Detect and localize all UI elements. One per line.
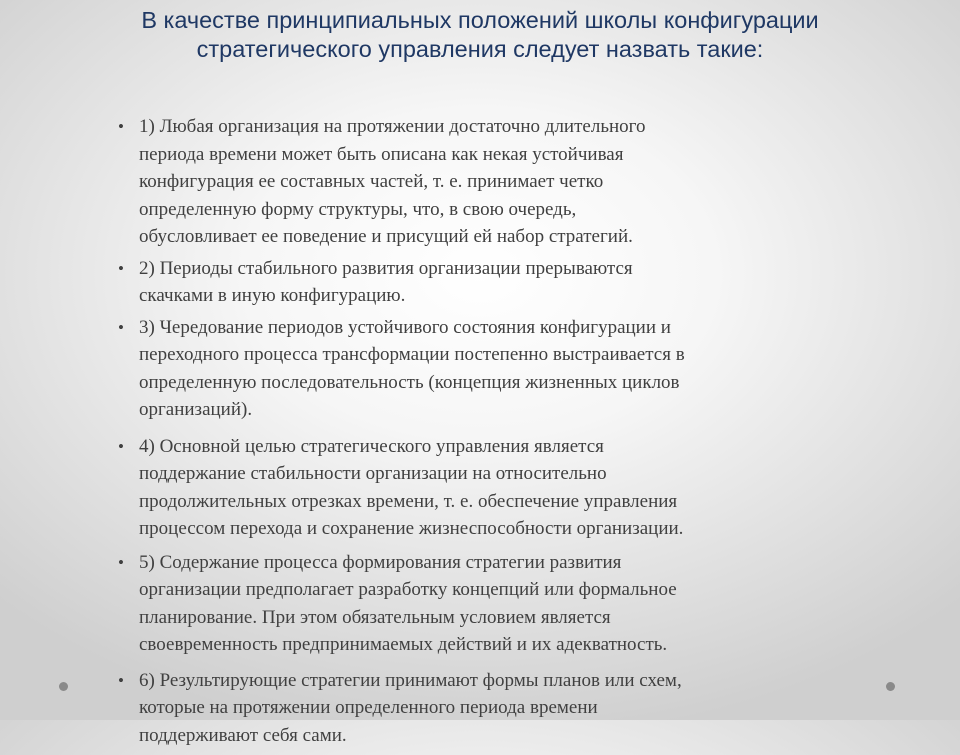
list-item-line: конфигурация ее составных частей, т. е. принимает четко (139, 171, 604, 192)
list-item (118, 113, 818, 251)
list-item-line: определенную последовательность (концепция жизненных циклов (139, 371, 680, 393)
list-item-line: 6) Результирующие стратегии принимают формы планов или схем, (139, 669, 682, 691)
list-item-line: 2) Периоды стабильного развития организации прерываются (139, 257, 633, 279)
next-slide-dot-icon[interactable] (886, 682, 895, 691)
list-item-line: планирование. При этом обязательным условием является (139, 606, 611, 628)
list-item-line: периода времени может быть описана как некая устойчивая (139, 143, 624, 165)
list-item-line: процессом перехода и сохранение жизнеспособности организации. (139, 518, 684, 539)
list-item-line: которые на протяжении определенного периода времени (139, 697, 598, 718)
slide-title-line: стратегического управления следует назвать такие: (196, 36, 764, 62)
principles-list (118, 113, 818, 755)
list-item-line: определенную форму структуры, что, в свою очередь, (139, 198, 577, 220)
list-item (118, 255, 818, 310)
slide-title (40, 6, 920, 64)
list-item (118, 667, 818, 750)
slide-title-line: В качестве принципиальных положений школы конфигурации (141, 7, 819, 33)
list-item-line: продолжительных отрезках времени, т. е. обеспечение управления (139, 490, 678, 512)
previous-slide-dot-icon[interactable] (59, 682, 68, 691)
list-item-line: организации предполагает разработку концепций или формальное (139, 579, 677, 600)
list-item-line: 3) Чередование периодов устойчивого состояния конфигурации и (139, 316, 671, 338)
list-item-line: обусловливает ее поведение и присущий ей набор стратегий. (139, 226, 633, 247)
list-item (118, 314, 818, 424)
bullet-icon: • (118, 670, 124, 690)
list-item-line: 5) Содержание процесса формирования стратегии развития (139, 551, 622, 573)
list-item-line: поддерживают себя сами. (139, 724, 347, 746)
list-item (118, 433, 818, 543)
list-item-line: скачками в иную конфигурацию. (139, 285, 406, 306)
list-item-line: 4) Основной целью стратегического управления является (139, 435, 604, 457)
list-item-line: переходного процесса трансформации постепенно выстраивается в (139, 344, 685, 365)
list-item-line: поддержание стабильности организации на относительно (139, 463, 607, 484)
bullet-icon: • (118, 436, 124, 456)
list-item-line: организаций). (139, 399, 253, 420)
list-item-line: своевременность предпринимаемых действий и их адекватность. (139, 634, 668, 655)
list-item-line: 1) Любая организация на протяжении достаточно длительного (139, 116, 646, 137)
bullet-icon: • (118, 317, 124, 337)
list-item (118, 549, 818, 659)
bullet-icon: • (118, 258, 124, 278)
bullet-icon: • (118, 117, 124, 136)
bullet-icon: • (118, 552, 124, 572)
